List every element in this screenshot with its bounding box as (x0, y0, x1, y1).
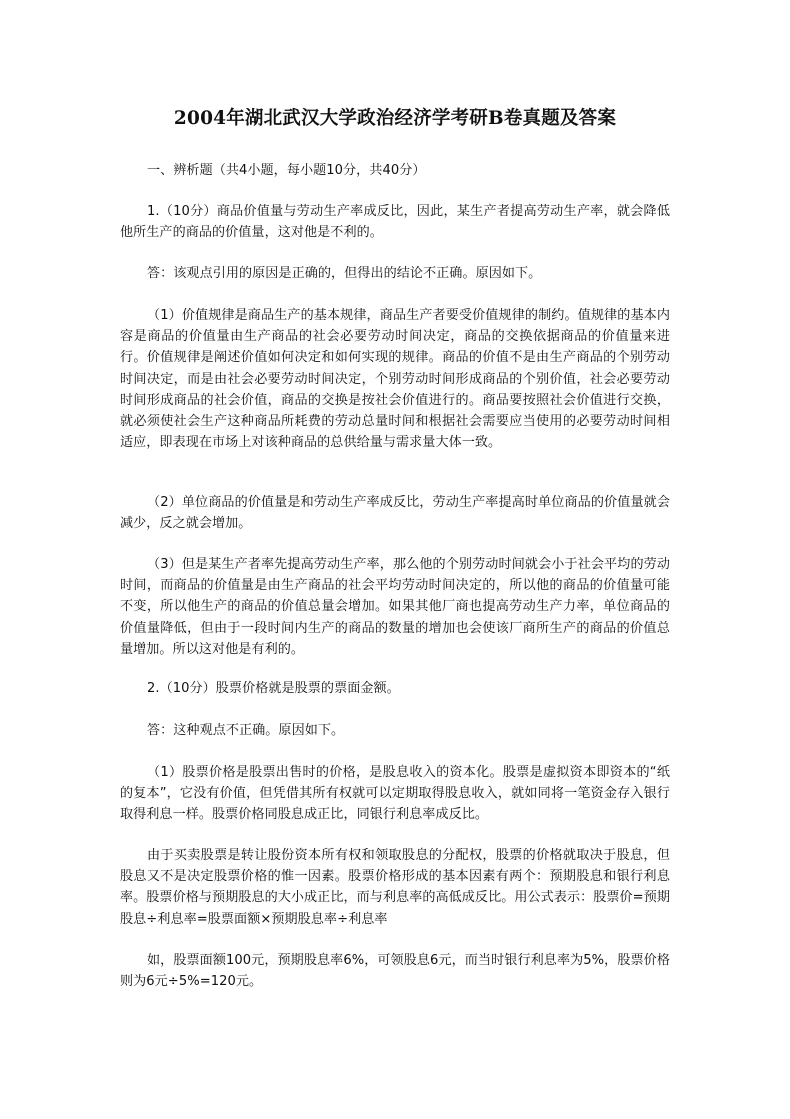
answer-2-example: 如，股票面额100元，预期股息率6%，可领股息6元，而当时银行利息率为5%，股票价格则为6元÷5%=120元。 (120, 953, 670, 990)
answer-1-point-1: （1）价值规律是商品生产的基本规律，商品生产者要受价值规律的制约。值规律的基本内容是商品的价值量由生产商品的社会必要劳动时间决定，商品的交换依据商品的价值量来进行。价值规律是阐述价值如何决定和如何实现的规律。商品的价值不是由生产商品的个别劳动时间决定，而是由社会必要劳动时间决定，个别劳动时间形成商品的个别价值，社会必要劳动时间形成商品的社会价值，商品的交换是按社会价值进行的。商品要按照社会价值进行交换，就必须使社会生产这种商品所耗费的劳动总量时间和根据社会需要应当使用的必要劳动时间相适应，即表现在市场上对该种商品的总供给量与需求量大体一致。 (120, 308, 670, 451)
answer-1-point-3: （3）但是某生产者率先提高劳动生产率，那么他的个别劳动时间就会小于社会平均的劳动时间，而商品的价值量是由生产商品的社会平均劳动时间决定的，所以他的商品的价值量可能不变，所以他生产的商品的价值总量会增加。如果其他厂商也提高劳动生产力率，单位商品的价值量降低，但由于一段时间内生产的商品的数量的增加也会使该厂商所生产的商品的价值总量增加。所以这对他是有利的。 (120, 557, 670, 657)
answer-1-intro: 答：该观点引用的原因是正确的，但得出的结论不正确。原因如下。 (147, 266, 542, 281)
answer-2-paragraph-2: 由于买卖股票是转让股份资本所有权和领取股息的分配权，股票的价格就取决于股息，但股息又不是决定股票价格的惟一因素。股票价格形成的基本因素有两个：预期股息和银行利息率。股票价格与预期股息的大小成正比，而与利息率的高低成反比。用公式表示：股票价=预期股息÷利息率=股票面额×预期股息率÷利息率 (120, 848, 670, 927)
section-heading: 一、辨析题（共4小题，每小题10分，共40分） (147, 163, 426, 178)
question-2: 2.（10分）股票价格就是股票的票面金额。 (147, 681, 400, 696)
answer-2-point-1: （1）股票价格是股票出售时的价格，是股息收入的资本化。股票是虚拟资本即资本的“纸的复本”，它没有价值，但凭借其所有权就可以定期取得股息收入，就如同将一笔资金存入银行取得利息一样。股票价格同股息成正比，同银行利息率成反比。 (120, 765, 670, 823)
document-title: 2004年湖北武汉大学政治经济学考研B卷真题及答案 (173, 108, 617, 129)
answer-1-point-2: （2）单位商品的价值量是和劳动生产率成反比，劳动生产率提高时单位商品的价值量就会减少，反之就会增加。 (120, 495, 670, 532)
question-1: 1.（10分）商品价值量与劳动生产率成反比，因此，某生产者提高劳动生产率，就会降低他所生产的商品的价值量，这对他是不利的。 (120, 204, 670, 241)
answer-2-intro: 答：这种观点不正确。原因如下。 (147, 723, 345, 738)
